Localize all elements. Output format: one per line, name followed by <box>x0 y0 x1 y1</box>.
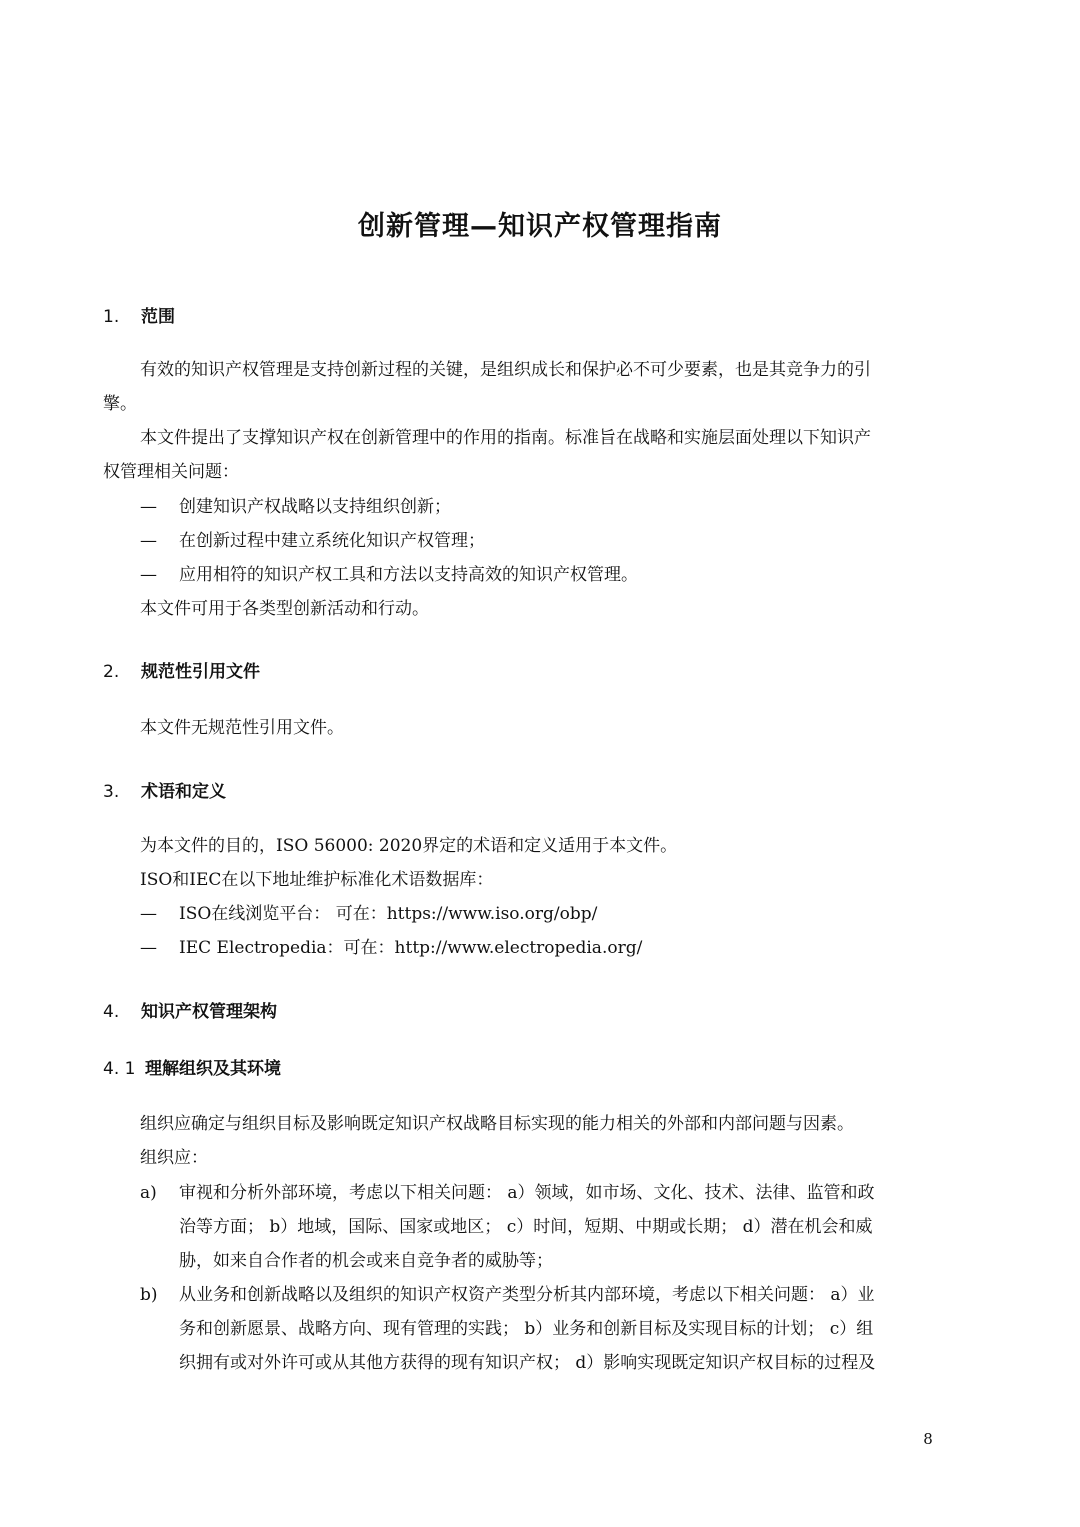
dash-marker: — <box>140 904 157 924</box>
list-item-text: 治等方面； b）地域，国际、国家或地区； c）时间，短期、中期或长期； d）潜在机会和威 <box>179 1217 873 1237</box>
paragraph-line: 组织应确定与组织目标及影响既定知识产权战略目标实现的能力相关的外部和内部问题与因素。 <box>140 1114 854 1134</box>
section-number: 2. <box>103 662 120 682</box>
section-number: 1. <box>103 307 120 327</box>
paragraph-line: 本文件无规范性引用文件。 <box>140 718 344 738</box>
list-item <box>140 931 642 965</box>
section-number: 4. <box>103 1002 120 1022</box>
dash-marker: — <box>140 531 157 551</box>
paragraph-line: 为本文件的目的，ISO 56000: 2020界定的术语和定义适用于本文件。 <box>140 836 678 856</box>
list-item-text: 审视和分析外部环境，考虑以下相关问题： a）领域，如市场、文化、技术、法律、监管和政 <box>179 1183 875 1203</box>
dash-marker: — <box>140 938 157 958</box>
list-item <box>140 524 485 558</box>
section-title: 理解组织及其环境 <box>145 1059 281 1079</box>
list-item-text: 织拥有或对外许可或从其他方获得的现有知识产权； d）影响实现既定知识产权目标的过程及 <box>179 1353 876 1373</box>
list-item-text: 创建知识产权战略以支持组织创新； <box>179 497 451 517</box>
paragraph-line: 组织应： <box>140 1148 208 1168</box>
list-item-text: 应用相符的知识产权工具和方法以支持高效的知识产权管理。 <box>179 565 638 585</box>
section-title: 范围 <box>141 307 175 327</box>
list-item <box>140 490 451 524</box>
section-1-heading <box>103 302 175 327</box>
list-item <box>140 897 597 931</box>
paragraph-line: ISO和IEC在以下地址维护标准化术语数据库： <box>140 870 494 890</box>
dash-marker: — <box>140 497 157 517</box>
document-title: 创新管理—知识产权管理指南 <box>358 211 722 242</box>
list-item-text: 胁，如来自合作者的机会或来自竞争者的威胁等； <box>179 1251 553 1271</box>
section-title: 规范性引用文件 <box>141 662 260 682</box>
list-item <box>140 558 638 592</box>
section-4-1-heading <box>103 1054 281 1079</box>
list-item-text: 务和创新愿景、战略方向、现有管理的实践； b）业务和创新目标及实现目标的计划； c）组 <box>179 1319 874 1339</box>
section-2-heading <box>103 657 260 682</box>
section-title: 术语和定义 <box>141 782 226 802</box>
list-item-text: 在创新过程中建立系统化知识产权管理； <box>179 531 485 551</box>
list-item-text: IEC Electropedia：可在：http://www.electropedia.org/ <box>179 938 643 958</box>
paragraph-line: 本文件可用于各类型创新活动和行动。 <box>140 599 429 619</box>
paragraph-line: 权管理相关问题： <box>103 462 239 482</box>
list-marker: a) <box>140 1183 157 1203</box>
list-marker: b) <box>140 1285 158 1305</box>
list-item-text: 从业务和创新战略以及组织的知识产权资产类型分析其内部环境，考虑以下相关问题： a）业 <box>179 1285 875 1305</box>
paragraph-line: 有效的知识产权管理是支持创新过程的关键，是组织成长和保护必不可少要素，也是其竞争力的引 <box>140 360 871 380</box>
page-number: 8 <box>923 1430 933 1448</box>
list-item-b <box>140 1278 179 1312</box>
section-title: 知识产权管理架构 <box>141 1002 277 1022</box>
list-item-text: ISO在线浏览平台： 可在：https://www.iso.org/obp/ <box>179 904 598 924</box>
dash-marker: — <box>140 565 157 585</box>
section-4-heading <box>103 997 277 1022</box>
list-item-a <box>140 1176 179 1210</box>
paragraph-line: 擎。 <box>103 394 137 414</box>
section-3-heading <box>103 777 226 802</box>
paragraph-line: 本文件提出了支撑知识产权在创新管理中的作用的指南。标准旨在战略和实施层面处理以下知识产 <box>140 428 871 448</box>
section-number: 4. 1 <box>103 1059 136 1079</box>
section-number: 3. <box>103 782 120 802</box>
